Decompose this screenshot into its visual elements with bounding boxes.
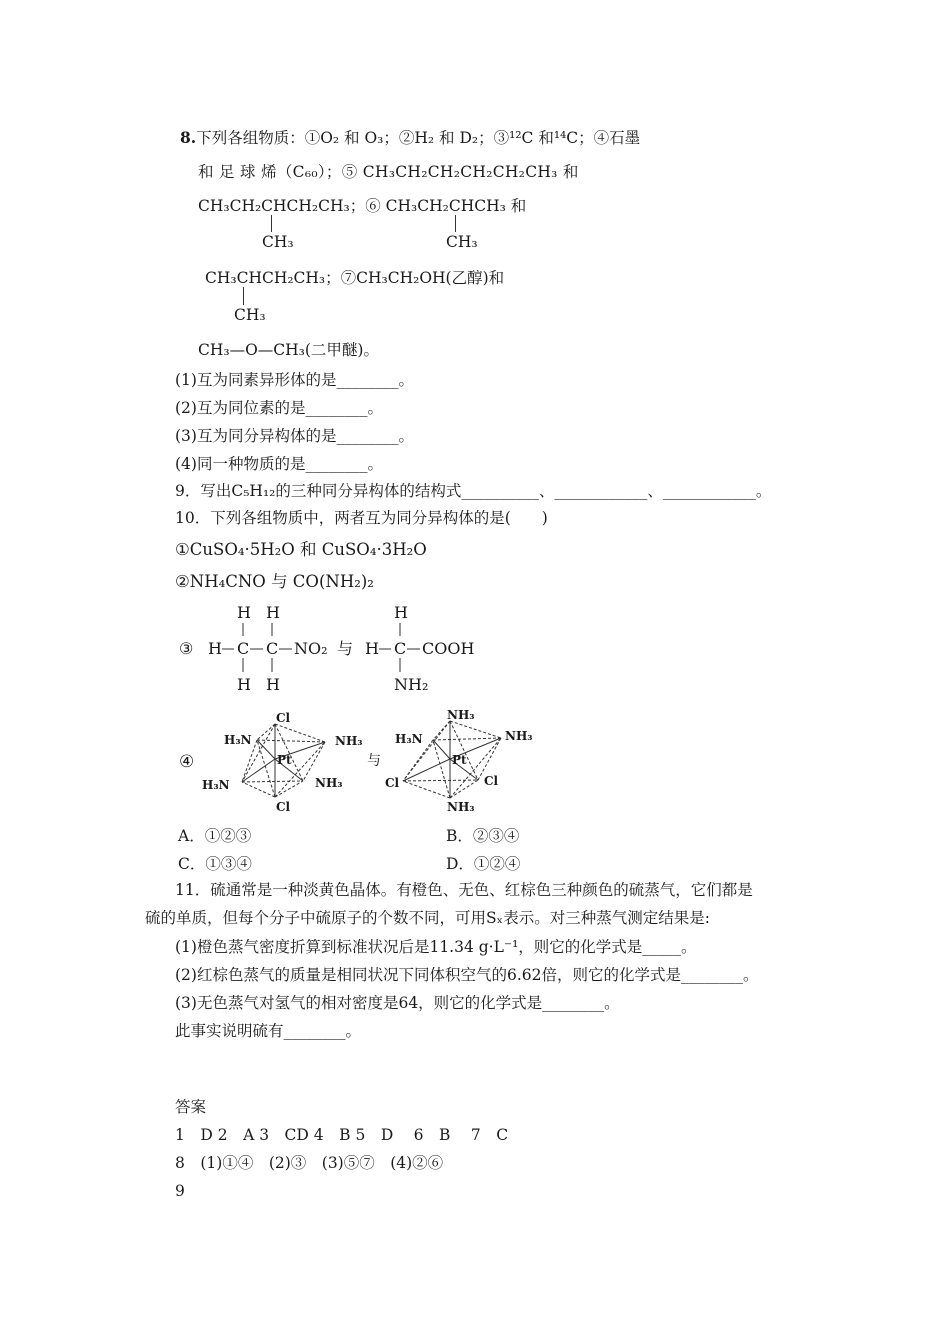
q10-stem: 10．下列各组物质中，两者互为同分异构体的是( ) (175, 509, 548, 527)
q11-sub4: 此事实说明硫有________。 (175, 1022, 362, 1040)
q8-sub3: (3)互为同分异构体的是________。 (175, 427, 414, 445)
q10-opt2: ②NH₄CNO 与 CO(NH₂)₂ (175, 572, 374, 591)
q8-line1 (180, 128, 640, 148)
branch-ch3-1: CH₃ (262, 233, 294, 251)
opt4-label: ④ (179, 752, 195, 772)
opt3-label: ③ (179, 639, 194, 658)
h-atom: H (266, 675, 280, 694)
q10-opt1: ①CuSO₄·5H₂O 和 CuSO₄·3H₂O (175, 540, 427, 559)
h-atom: H (365, 639, 379, 658)
ligand-top: NH₃ (447, 708, 475, 722)
q11-line1: 11．硫通常是一种淡黄色晶体。有橙色、无色、红棕色三种颜色的硫蒸气，它们都是 (175, 881, 753, 899)
q8-line4: CH₃CHCH₂CH₃；⑦CH₃CH₂OH(乙醇)和 (205, 269, 505, 287)
choice-d: D．①②④ (446, 855, 521, 873)
ligand-bottom: Cl (276, 800, 291, 814)
q8-number: 8. (180, 128, 197, 147)
opt3-structures (175, 603, 675, 693)
q8-sub2: (2)互为同位素的是________。 (175, 399, 383, 417)
q8-line3: CH₃CH₂CHCH₂CH₃；⑥ CH₃CH₂CHCH₃ 和 (198, 197, 527, 215)
branch-bar-1 (271, 215, 272, 232)
opt3-and: 与 (337, 639, 354, 658)
c-atom: C (237, 639, 250, 658)
ligand-right-top: NH₃ (505, 729, 533, 743)
h-atom: H (237, 603, 251, 622)
q11-sub3: (3)无色蒸气对氢气的相对密度是64，则它的化学式是________。 (175, 994, 620, 1012)
ligand-top: Cl (276, 711, 291, 725)
branch-bar-2 (455, 215, 456, 232)
ligand-left-top: H₃N (395, 732, 423, 746)
q8-line1-text: 下列各组物质：①O₂ 和 O₃；②H₂ 和 D₂；③¹²C 和¹⁴C；④石墨 (196, 129, 641, 147)
choice-b: B．②③④ (446, 827, 520, 845)
ligand-right-top: NH₃ (335, 734, 363, 748)
q8-sub1: (1)互为同素异形体的是________。 (175, 371, 414, 389)
ligand-left-bottom: H₃N (202, 778, 230, 792)
answers-line3: 9 (175, 1182, 185, 1200)
pt-center: Pt (452, 753, 467, 767)
ligand-left-top: H₃N (224, 733, 252, 747)
h-atom: H (208, 639, 222, 658)
ligand-right-bottom: NH₃ (315, 776, 343, 790)
c-atom: C (266, 639, 279, 658)
opt4-and: 与 (367, 753, 381, 769)
ligand-bottom: NH₃ (447, 800, 475, 814)
cooh-group: COOH (422, 639, 475, 658)
q11-sub2: (2)红棕色蒸气的质量是相同状况下同体积空气的6.62倍，则它的化学式是________。 (175, 966, 759, 984)
answers-title: 答案 (175, 1098, 207, 1116)
c-atom: C (394, 639, 407, 658)
q8-sub4: (4)同一种物质的是________。 (175, 455, 383, 473)
choice-a: A．①②③ (178, 827, 252, 845)
branch-ch3-3: CH₃ (234, 306, 266, 324)
q11-line2: 硫的单质，但每个分子中硫原子的个数不同，可用Sₓ表示。对三种蒸气测定结果是: (145, 909, 710, 927)
h-atom: H (237, 675, 251, 694)
q11-sub1: (1)橙色蒸气密度折算到标准状况后是11.34 g·L⁻¹，则它的化学式是_____。 (175, 938, 697, 956)
q8-line5: CH₃—O—CH₃(二甲醚)。 (198, 341, 379, 359)
ligand-left-bottom: Cl (385, 776, 400, 790)
branch-bar-3 (243, 287, 244, 305)
no2-group: NO₂ (294, 639, 328, 658)
opt4-structures (175, 707, 555, 817)
nh2-group: NH₂ (394, 675, 429, 694)
branch-ch3-2: CH₃ (446, 233, 478, 251)
h-atom: H (266, 603, 280, 622)
q9-text: 9．写出C₅H₁₂的三种同分异构体的结构式__________、____________、____________。 (175, 482, 772, 500)
ligand-right-bottom: Cl (484, 774, 499, 788)
pt-center: Pt (277, 753, 292, 767)
answers-line1: 1 D 2 A 3 CD 4 B 5 D 6 B 7 C (175, 1126, 509, 1144)
q8-line2: 和 足 球 烯（C₆₀）；⑤ CH₃CH₂CH₂CH₂CH₂CH₃ 和 (198, 163, 579, 181)
answers-line2: 8 (1)①④ (2)③ (3)⑤⑦ (4)②⑥ (175, 1154, 444, 1172)
h-atom: H (394, 603, 408, 622)
choice-c: C．①③④ (178, 855, 252, 873)
